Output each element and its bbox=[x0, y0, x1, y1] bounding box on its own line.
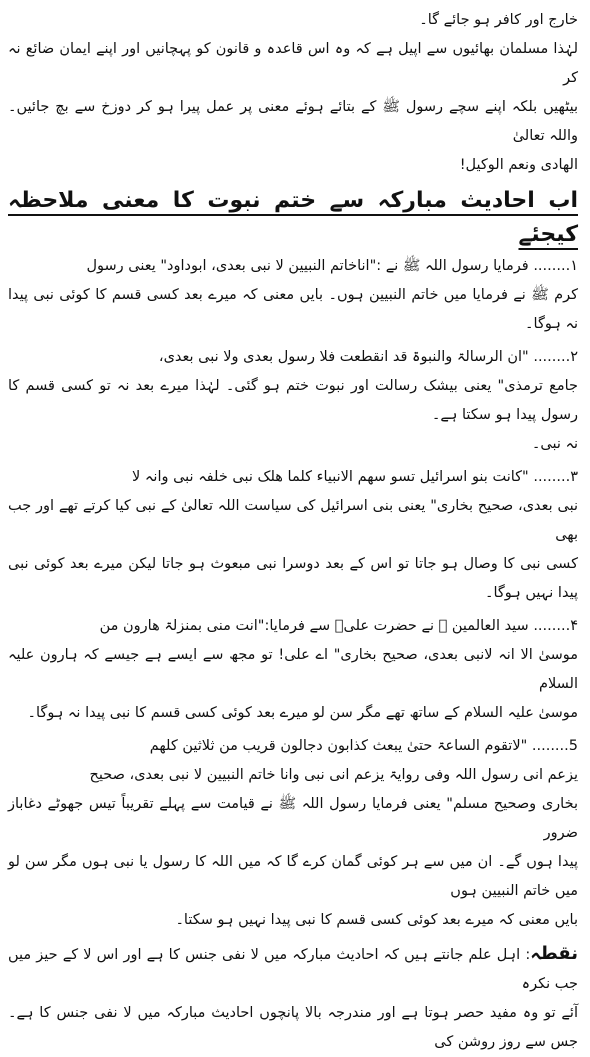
note-label: نقطہ bbox=[530, 943, 578, 964]
text-span: ........ "لاتقوم الساعۃ حتیٰ یبعث کذابون دجالون قریب من ثلاثین کلھم bbox=[149, 738, 569, 754]
text-line bbox=[8, 463, 578, 492]
text-line: الهادی ونعم الوکیل! bbox=[459, 157, 578, 173]
text-line: خارج اور کافر ہو جائے گا۔ bbox=[419, 12, 578, 28]
section-heading: اب احادیث مبارکہ سے ختم نبوت کا معنی ملاحظہ کیجئے bbox=[8, 188, 578, 247]
text-span: ........ "ان الرسالۃ والنبوۃ قد انقطعت فلا رسول بعدی ولا نبی بعدی، bbox=[158, 349, 571, 365]
text-line bbox=[8, 939, 578, 999]
text-span: ........ سید العالمین ﷺ نے حضرت علیؓ سے فرمایا:"انت منی بمنزلۃ ھارون من bbox=[99, 618, 571, 634]
text-line: بیٹھیں بلکہ اپنے سچے رسول ﷺ کے بتائے ہوئے معنی پر عمل پیرا ہو کر دوزخ سے بچ جائیں۔ واللہ تعالیٰ bbox=[8, 99, 578, 144]
intro-section bbox=[8, 6, 578, 180]
text-span: : اہل علم جانتے ہیں کہ احادیث مبارکہ میں لا نفی جنس کا ہے اور اس لا کے حیز میں جب نکرہ bbox=[8, 947, 578, 992]
text-line: کرم ﷺ نے فرمایا میں خاتم النبیین ہوں۔ بایں معنی کہ میرے بعد کسی قسم کا کوئی نبی پیدا نہ ہوگا۔ bbox=[8, 287, 578, 332]
text-line: پیدا ہوں گے۔ ان میں سے ہر کوئی گمان کرے گا کہ میں اللہ کا رسول یا نبی ہوں مگر سن لو میں خاتم النبیین ہوں bbox=[8, 854, 578, 899]
text-line: موسیٰ الا انہ لانبی بعدی، صحیح بخاری" اے علی! تو مجھ سے ایسے ہے جیسے کہ ہارون علیہ السلام bbox=[8, 647, 578, 692]
text-line: موسیٰ علیہ السلام کے ساتھ تھے مگر سن لو میرے بعد کوئی کسی قسم کا نبی پیدا نہ ہوگا۔ bbox=[27, 705, 578, 721]
text-line: یزعم انی رسول اللہ وفی روایۃ یزعم انی نبی وانا خاتم النبیین لا نبی بعدی، صحیح bbox=[89, 767, 578, 783]
item-number: ۱ bbox=[570, 258, 578, 274]
hadith-1 bbox=[8, 252, 578, 339]
item-number: 5 bbox=[568, 738, 578, 754]
text-line: کسی نبی کا وصال ہو جاتا تو اس کے بعد دوسرا نبی مبعوث ہو جاتا لیکن میرے بعد کوئی نبی پیدا نہیں ہوگا۔ bbox=[8, 556, 578, 601]
text-line: بایں معنی کہ میرے بعد کوئی کسی قسم کا نبی پیدا نہیں ہو سکتا۔ bbox=[175, 912, 578, 928]
text-line: نبی بعدی، صحیح بخاری" یعنی بنی اسرائیل کی سیاست اللہ تعالیٰ کے نبی کیا کرتے تھے اور جب بھی bbox=[8, 498, 578, 543]
text-span: ........ "کانت بنو اسرائیل تسو سھم الانبیاء کلما ھلک نبی خلفہ نبی وانہ لا bbox=[132, 469, 571, 485]
item-number: ۲ bbox=[570, 349, 578, 365]
hadith-3 bbox=[8, 463, 578, 608]
text-line: لہٰذا مسلمان بھائیوں سے اپیل ہے کہ وہ اس قاعدہ و قانون کو پہچانیں اور اپنے ایمان ضائع نہ کر bbox=[8, 41, 578, 86]
text-line bbox=[8, 612, 578, 641]
text-span: ........ فرمایا رسول اللہ ﷺ نے :"اناخاتم النبیین لا نبی بعدی، ابوداود" یعنی رسول bbox=[86, 258, 571, 274]
hadith-4 bbox=[8, 612, 578, 728]
text-line bbox=[8, 252, 578, 281]
hadith-2 bbox=[8, 343, 578, 459]
item-number: ۳ bbox=[570, 469, 578, 485]
text-line bbox=[8, 732, 578, 761]
text-line: جامع ترمذی" یعنی بیشک رسالت اور نبوت ختم ہو گئی۔ لہٰذا میرے بعد نہ تو کسی قسم کا رسول پیدا ہو سکتا ہے۔ bbox=[8, 378, 578, 423]
text-line: بخاری وصحیح مسلم" یعنی فرمایا رسول اللہ ﷺ نے قیامت سے پہلے تقریباً تیس جھوٹے دغاباز ضرور bbox=[8, 796, 578, 841]
text-line: آئے تو وہ مفید حصر ہوتا ہے اور مندرجہ بالا پانچوں احادیث مبارکہ میں لا نفی جنس کا ہے۔ جس سے روز روشن کی bbox=[8, 1005, 578, 1050]
item-number: ۴ bbox=[570, 618, 578, 634]
note-section bbox=[8, 939, 578, 1057]
text-line: نہ نبی۔ bbox=[531, 436, 578, 452]
text-line bbox=[8, 343, 578, 372]
hadith-5 bbox=[8, 732, 578, 935]
